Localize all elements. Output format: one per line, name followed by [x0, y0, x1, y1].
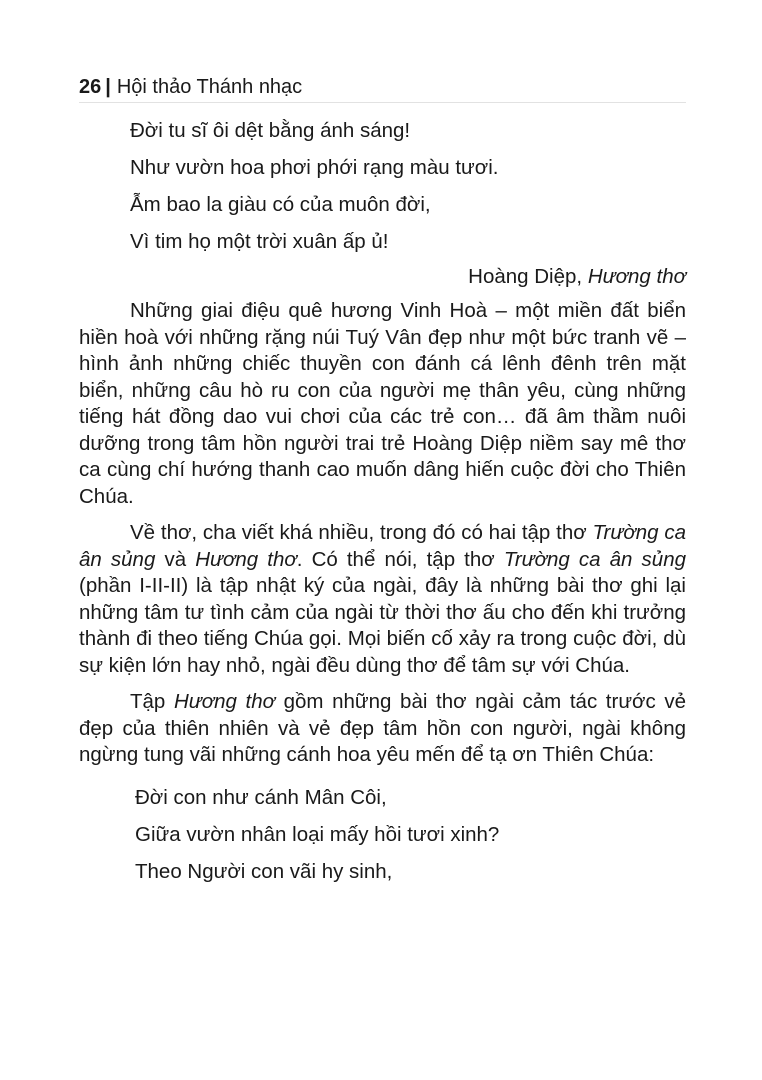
paragraph-text: . Có thể nói, tập thơ — [296, 547, 504, 571]
poem-line: Đời con như cánh Mân Côi, — [135, 785, 387, 809]
poem-line: Ẫm bao la giàu có của muôn đời, — [130, 193, 431, 216]
running-header — [79, 74, 686, 103]
poem-excerpt-1 — [130, 112, 686, 260]
paragraph-text: Tập — [130, 690, 174, 713]
poem-line: Giữa vườn nhân loại mấy hồi tươi xinh? — [135, 822, 500, 846]
paragraph-1: Những giai điệu quê hương Vinh Hoà – một miền đất biển hiền hoà với những rặng núi Tuý Vân đẹp như một bức tranh vẽ – hình ảnh những chiếc thuyền con đánh cá lênh đênh trên mặt biển, những câu hò ru con của người mẹ thân yêu, cùng những tiếng hát đồng dao vui chơi của các trẻ con… đã âm thầm nuôi dưỡng trong tâm hồn người trai trẻ Hoàng Diệp niềm say mê thơ ca cùng chí hướng thanh cao muốn dâng hiến cuộc đời cho Thiên Chúa. — [79, 299, 686, 508]
book-title: Hội thảo Thánh nhạc — [116, 76, 303, 98]
book-title-italic: Hương thơ — [195, 547, 297, 571]
page-body — [79, 112, 686, 890]
poem-attribution — [79, 262, 686, 292]
paragraph-2 — [79, 520, 686, 679]
header-separator: | — [105, 76, 111, 98]
poem-excerpt-2 — [135, 779, 686, 890]
paragraph-3 — [79, 689, 686, 769]
book-title-italic: Trường ca ân sủng — [503, 547, 687, 571]
poem-line: Đời tu sĩ ôi dệt bằng ánh sáng! — [130, 119, 411, 142]
book-title-italic: Hương thơ — [173, 690, 276, 713]
book-title-italic: Trường ca ân sủng — [79, 521, 686, 571]
paragraph-text: và — [155, 547, 196, 571]
page-number: 26 — [79, 76, 102, 98]
attribution-work: Hương thơ — [587, 265, 686, 288]
poem-line: Vì tim họ một trời xuân ấp ủ! — [130, 230, 389, 253]
poem-line: Như vườn hoa phơi phới rạng màu tươi. — [130, 156, 499, 179]
paragraph-text: (phần I-II-II) là tập nhật ký của ngài, đây là những bài thơ ghi lại những tâm tư tình cảm của ngài từ thời thơ ấu cho đến khi trưởng thành đi theo tiếng Chúa gọi. Mọi biến cố xảy ra trong cuộc đời, dù sự kiện lớn hay nhỏ, ngài đều dùng thơ để tâm sự với Chúa. — [79, 574, 686, 677]
paragraph-text: gồm những bài thơ ngài cảm tác trước vẻ đẹp của thiên nhiên và vẻ đẹp tâm hồn con người, ngài không ngừng tung vãi những cánh hoa yêu mến để tạ ơn Thiên Chúa: — [79, 690, 686, 766]
paragraph-text: Về thơ, cha viết khá nhiều, trong đó có hai tập thơ — [130, 521, 593, 544]
attribution-author: Hoàng Diệp, — [468, 265, 588, 288]
poem-line: Theo Người con vãi hy sinh, — [135, 859, 393, 883]
